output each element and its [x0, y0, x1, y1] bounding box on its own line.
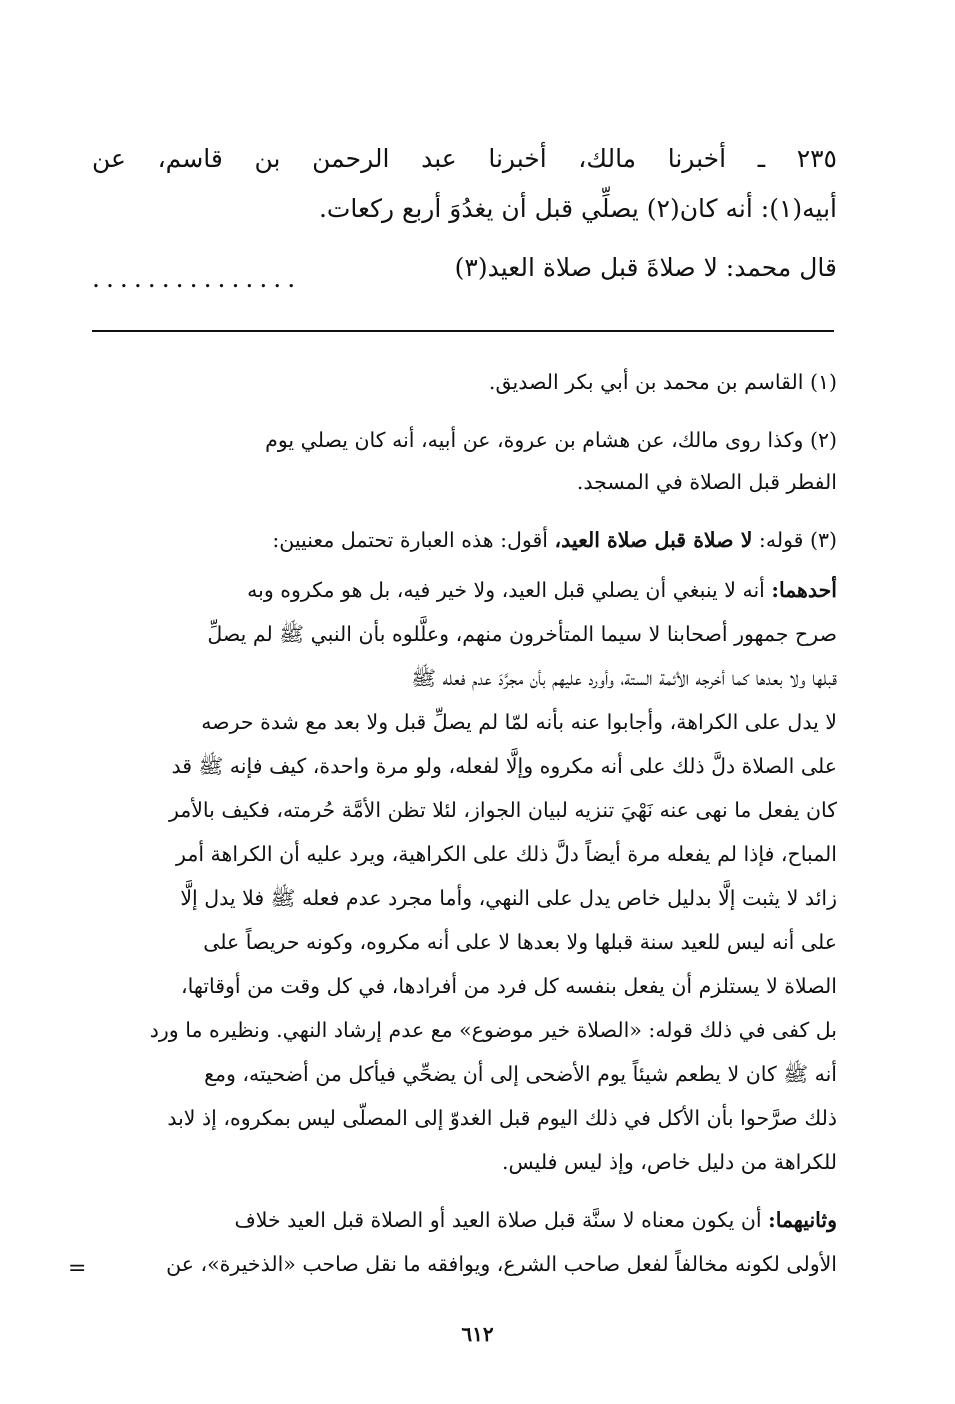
second-meaning-line-2: الأولى لكونه مخالفاً لفعل صاحب الشرع، ويوافقه ما نقل صاحب «الذخيرة»، عن [166, 1252, 837, 1276]
first-meaning-line: ذلك صرَّحوا بأن الأكل في ذلك اليوم قبل الغدوّ إلى المصلّى ليس بمكروه، إذ لابد [167, 1106, 837, 1130]
hadith-line-2: أبيه(١): أنه كان(٢) يصلِّي قبل أن يغدُوَ أربع ركعات. [318, 194, 837, 223]
first-meaning-line: بل كفى في ذلك قوله: «الصلاة خير موضوع» مع عدم إرشاد النهي. ونظيره ما ورد [149, 1018, 837, 1042]
footnote-separator [92, 330, 834, 332]
footnote-2-line-1: (٢) وكذا روى مالك، عن هشام بن عروة، عن أبيه، أنه كان يصلي يوم [265, 428, 837, 452]
commentary-line: قال محمد: لا صلاةَ قبل صلاة العيد(٣) [454, 253, 837, 282]
first-meaning-line: لا يدل على الكراهة، وأجابوا عنه بأنه لمّا لم يصلِّ قبل ولا بعد مع شدة حرصه [201, 710, 837, 734]
first-meaning-line: كان يفعل ما نهى عنه نَهْيَ تنزيه لبيان الجواز، لئلا تظن الأمَّة حُرمته، فكيف بالأمر [168, 798, 837, 822]
ellipsis-dots: ............... [92, 264, 302, 293]
first-meaning-line: على الصلاة دلَّ ذلك على أنه مكروه وإلَّا لفعله، ولو مرة واحدة، كيف فإنه ﷺ قد [171, 754, 837, 778]
first-meaning-line: قبلها ولا بعدها كما أخرجه الأئمة الستة، وأورد عليهم بأن مجرَّدَ عدم فعله ﷺ [411, 666, 837, 690]
footnote-3-number: (٣) قوله: [752, 528, 837, 552]
first-meaning-line: المباح، فإذا لم يفعله مرة أيضاً دلَّ ذلك على الكراهية، ويرد عليه أن الكراهة أمر [176, 842, 837, 866]
first-meaning-line: زائد لا يثبت إلَّا بدليل خاص يدل على النهي، وأما مجرد عدم فعله ﷺ فلا يدل إلَّا [180, 886, 837, 910]
second-meaning-text: أن يكون معناه لا سنَّة قبل صلاة العيد أو الصلاة قبل العيد خلاف [234, 1208, 769, 1232]
first-meaning-line: للكراهة من دليل خاص، وإذ ليس فليس. [502, 1150, 837, 1174]
hadith-line-1: ٢٣٥ ـ أخبرنا مالك، أخبرنا عبد الرحمن بن قاسم، عن [92, 144, 837, 173]
page-number: ٦١٢ [461, 1322, 494, 1346]
continuation-mark: = [68, 1256, 87, 1281]
first-meaning-text: أنه لا ينبغي أن يصلي قبل العيد، ولا خير فيه، بل هو مكروه وبه [247, 578, 772, 602]
first-meaning-line: الصلاة لا يستلزم أن يفعل بنفسه كل فرد من أفرادها، في كل وقت من أوقاتها، [180, 974, 837, 998]
second-meaning-line-1 [92, 1208, 837, 1232]
footnote-2-line-2: الفطر قبل الصلاة في المسجد. [576, 470, 837, 494]
footnote-3-quote: لا صلاة قبل صلاة العيد، [554, 528, 753, 552]
first-meaning-label: أحدهما: [771, 578, 837, 602]
first-meaning-line: أنه ﷺ كان لا يطعم شيئاً يوم الأضحى إلى أن يضحِّي فيأكل من أضحيته، ومع [204, 1062, 837, 1086]
first-meaning-line: صرح جمهور أصحابنا لا سيما المتأخرون منهم، وعلَّلوه بأن النبي ﷺ لم يصلِّ [207, 622, 837, 646]
footnote-3-intro: أقول: هذه العبارة تحتمل معنيين: [272, 528, 555, 552]
footnote-3-heading [92, 528, 837, 552]
second-meaning-label: وثانيهما: [768, 1208, 837, 1232]
footnote-1: (١) القاسم بن محمد بن أبي بكر الصديق. [488, 370, 837, 394]
first-meaning-line: على أنه ليس للعيد سنة قبلها ولا بعدها لا على أنه مكروه، وكونه حريصاً على [203, 930, 837, 954]
first-meaning-line-1 [92, 578, 837, 602]
